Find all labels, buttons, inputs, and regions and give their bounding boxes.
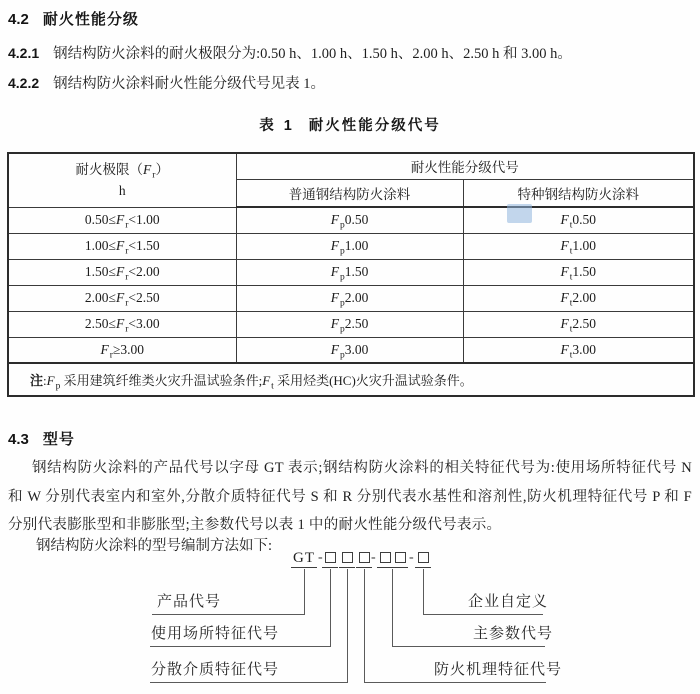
f-subscript: p bbox=[339, 350, 345, 361]
code-box bbox=[380, 552, 391, 563]
leader-underline-parameter bbox=[392, 646, 545, 647]
leader-underline-place bbox=[150, 646, 331, 647]
f-subscript: r bbox=[125, 246, 129, 257]
table-note bbox=[8, 363, 694, 396]
f-symbol: F bbox=[330, 238, 339, 253]
code-cell-special bbox=[463, 337, 694, 363]
header-limit-post: ） bbox=[155, 161, 169, 177]
header-ordinary-coating: 普通钢结构防火涂料 bbox=[236, 179, 463, 207]
limit-cell bbox=[8, 337, 236, 363]
limit-lead: 0.50≤ bbox=[84, 212, 116, 227]
label-place-feature-code: 使用场所特征代号 bbox=[151, 626, 280, 642]
f-subscript: r bbox=[125, 220, 129, 231]
header-fire-limit bbox=[8, 153, 236, 207]
f-subscript: p bbox=[339, 246, 345, 257]
model-number-diagram bbox=[0, 548, 700, 694]
f-symbol: F bbox=[115, 264, 125, 279]
table-caption-label: 表 1 bbox=[259, 118, 295, 134]
code-cell-ordinary bbox=[236, 311, 463, 337]
f-subscript: r bbox=[125, 298, 129, 309]
f-subscript: t bbox=[569, 298, 573, 309]
leader-line-place bbox=[330, 569, 331, 646]
f-symbol: F bbox=[262, 373, 271, 388]
limit-lead: 2.50≤ bbox=[84, 316, 116, 331]
limit-cell bbox=[8, 259, 236, 285]
code-box-unit-place bbox=[322, 551, 338, 568]
fire-rating-table bbox=[7, 152, 695, 397]
f-symbol: F bbox=[115, 290, 125, 305]
code-box-unit-mechanism bbox=[356, 551, 372, 568]
f-symbol: F bbox=[560, 264, 569, 279]
limit-tail: <3.00 bbox=[128, 316, 160, 331]
section-4-2-heading bbox=[8, 8, 700, 29]
code-value: 1.50 bbox=[344, 264, 369, 279]
note-text-2: 采用烃类(HC)火灾升温试验条件。 bbox=[273, 373, 473, 388]
code-cell-ordinary bbox=[236, 337, 463, 363]
code-value: 2.50 bbox=[344, 316, 369, 331]
scan-watermark bbox=[507, 204, 532, 223]
code-value: 3.00 bbox=[572, 341, 596, 357]
leader-underline-custom bbox=[423, 614, 543, 615]
limit-tail: <1.00 bbox=[128, 212, 160, 227]
code-value: 0.50 bbox=[572, 212, 596, 228]
code-value: 1.00 bbox=[572, 238, 596, 253]
section-4-3-heading bbox=[8, 428, 700, 449]
clause-number: 4.2.1 bbox=[8, 45, 40, 61]
code-box-unit-parameter bbox=[377, 551, 408, 568]
f-subscript: r bbox=[125, 272, 129, 283]
table-caption-title: 耐火性能分级代号 bbox=[308, 118, 441, 134]
code-separator: - bbox=[409, 550, 414, 565]
f-symbol: F bbox=[330, 212, 339, 228]
table-caption bbox=[0, 114, 700, 135]
code-box-pair bbox=[380, 551, 406, 563]
leader-line-custom bbox=[423, 569, 424, 614]
section-title: 耐火性能分级 bbox=[42, 11, 139, 28]
f-symbol: F bbox=[560, 212, 569, 228]
label-medium-feature-code: 分散介质特征代号 bbox=[151, 662, 280, 678]
f-symbol: F bbox=[115, 238, 125, 253]
code-cell-ordinary bbox=[236, 233, 463, 259]
note-label: 注 bbox=[30, 373, 44, 388]
clause-number: 4.2.2 bbox=[8, 75, 40, 91]
leader-underline-product bbox=[152, 614, 305, 615]
code-box bbox=[342, 552, 353, 563]
code-value: 1.00 bbox=[344, 238, 369, 253]
f-symbol: F bbox=[330, 264, 339, 279]
limit-tail: <1.50 bbox=[128, 238, 160, 253]
limit-cell bbox=[8, 207, 236, 233]
f-symbol: F bbox=[100, 341, 109, 357]
label-enterprise-custom: 企业自定义 bbox=[468, 594, 549, 610]
code-cell-special bbox=[463, 233, 694, 259]
table-row bbox=[8, 311, 694, 337]
clause-4-2-2 bbox=[8, 72, 692, 93]
model-method-intro: 钢结构防火涂料的型号编制方法如下: bbox=[36, 537, 273, 554]
f-symbol: F bbox=[330, 316, 339, 331]
label-product-code: 产品代号 bbox=[157, 594, 222, 610]
f-symbol: F bbox=[330, 341, 339, 357]
product-code-gt: GT bbox=[293, 550, 315, 566]
document-page bbox=[0, 8, 700, 694]
f-subscript: t bbox=[569, 246, 573, 257]
code-cell-ordinary bbox=[236, 207, 463, 233]
f-subscript: p bbox=[339, 324, 345, 335]
f-subscript: p bbox=[339, 220, 345, 231]
code-box bbox=[325, 552, 336, 563]
header-unit: h bbox=[118, 183, 126, 199]
label-mechanism-feature-code: 防火机理特征代号 bbox=[434, 662, 563, 678]
code-box-unit-medium bbox=[339, 551, 355, 568]
code-value: 2.00 bbox=[344, 290, 369, 305]
code-box bbox=[359, 552, 370, 563]
code-value: 1.50 bbox=[572, 264, 596, 279]
limit-tail: <2.50 bbox=[128, 290, 160, 305]
limit-lead: 1.00≤ bbox=[84, 238, 116, 253]
f-subscript: t bbox=[569, 350, 573, 361]
leader-underline-medium bbox=[150, 682, 348, 683]
f-symbol: F bbox=[330, 290, 339, 305]
f-subscript: t bbox=[569, 220, 573, 231]
table-row bbox=[8, 259, 694, 285]
code-box bbox=[418, 552, 429, 563]
clause-4-2-1 bbox=[8, 42, 692, 63]
limit-lead: 1.50≤ bbox=[84, 264, 116, 279]
limit-lead: 2.00≤ bbox=[84, 290, 116, 305]
limit-cell bbox=[8, 285, 236, 311]
f-symbol: F bbox=[46, 373, 55, 388]
f-symbol: F bbox=[560, 316, 569, 331]
header-group: 耐火性能分级代号 bbox=[236, 153, 694, 179]
code-separator: - bbox=[318, 550, 323, 565]
code-cell-ordinary bbox=[236, 285, 463, 311]
limit-tail: ≥3.00 bbox=[112, 341, 144, 357]
f-symbol: F bbox=[115, 212, 125, 227]
code-box-unit-custom bbox=[415, 551, 431, 568]
f-subscript: r bbox=[125, 324, 129, 335]
limit-tail: <2.00 bbox=[128, 264, 160, 279]
f-subscript: p bbox=[339, 272, 345, 283]
clause-text: 钢结构防火涂料的耐火极限分为:0.50 h、1.00 h、1.50 h、2.00 h、2.50 h 和 3.00 h。 bbox=[53, 46, 572, 62]
table-row bbox=[8, 233, 694, 259]
section-title: 型号 bbox=[42, 431, 75, 448]
section-number: 4.3 bbox=[8, 431, 29, 448]
f-symbol: F bbox=[115, 316, 125, 331]
leader-line-parameter bbox=[392, 569, 393, 646]
code-value: 0.50 bbox=[344, 212, 369, 228]
limit-cell bbox=[8, 311, 236, 337]
code-box bbox=[395, 552, 406, 563]
code-value: 3.00 bbox=[344, 341, 369, 357]
limit-cell bbox=[8, 233, 236, 259]
table-row bbox=[8, 285, 694, 311]
code-separator: - bbox=[371, 550, 376, 565]
f-subscript: t bbox=[569, 272, 573, 283]
f-symbol: F bbox=[560, 290, 569, 305]
f-symbol: F bbox=[143, 161, 152, 177]
leader-line-medium bbox=[347, 569, 348, 682]
code-cell-ordinary bbox=[236, 259, 463, 285]
table-row bbox=[8, 337, 694, 363]
note-text-1: 采用建筑纤维类火灾升温试验条件; bbox=[60, 373, 263, 388]
leader-underline-mechanism bbox=[364, 682, 546, 683]
code-value: 2.00 bbox=[572, 290, 596, 305]
code-value: 2.50 bbox=[572, 316, 596, 331]
table-row bbox=[8, 207, 694, 233]
f-subscript: p bbox=[55, 381, 61, 392]
clause-text: 钢结构防火涂料耐火性能分级代号见表 1。 bbox=[53, 76, 326, 92]
code-prefix-unit bbox=[291, 551, 317, 568]
header-special-coating: 特种钢结构防火涂料 bbox=[463, 179, 694, 207]
note-colon: : bbox=[43, 373, 47, 388]
code-cell-special bbox=[463, 311, 694, 337]
leader-line-mechanism bbox=[364, 569, 365, 682]
f-subscript: p bbox=[339, 298, 345, 309]
model-code-paragraph: 钢结构防火涂料的产品代号以字母 GT 表示;钢结构防火涂料的相关特征代号为:使用场所特征代号 N 和 W 分别代表室内和室外,分散介质特征代号 S 和 R 分别代表水基性和溶剂性,防火机理特征代号 P 和 F 分别代表膨胀型和非膨胀型;主参数代号以表 1 中的耐火性能分级代号表示。 bbox=[8, 460, 692, 533]
code-cell-special bbox=[463, 259, 694, 285]
code-cell-special bbox=[463, 207, 694, 233]
f-subscript: r bbox=[152, 170, 156, 181]
f-symbol: F bbox=[560, 341, 569, 357]
leader-line-product bbox=[304, 569, 305, 614]
table-note-row bbox=[8, 363, 694, 396]
section-number: 4.2 bbox=[8, 11, 29, 28]
f-subscript: t bbox=[569, 324, 573, 335]
header-limit-pre: 耐火极限（ bbox=[75, 161, 144, 177]
code-cell-special bbox=[463, 285, 694, 311]
f-symbol: F bbox=[560, 238, 569, 253]
f-subscript: r bbox=[109, 350, 113, 361]
label-main-parameter-code: 主参数代号 bbox=[473, 626, 554, 642]
f-subscript: t bbox=[271, 381, 274, 392]
